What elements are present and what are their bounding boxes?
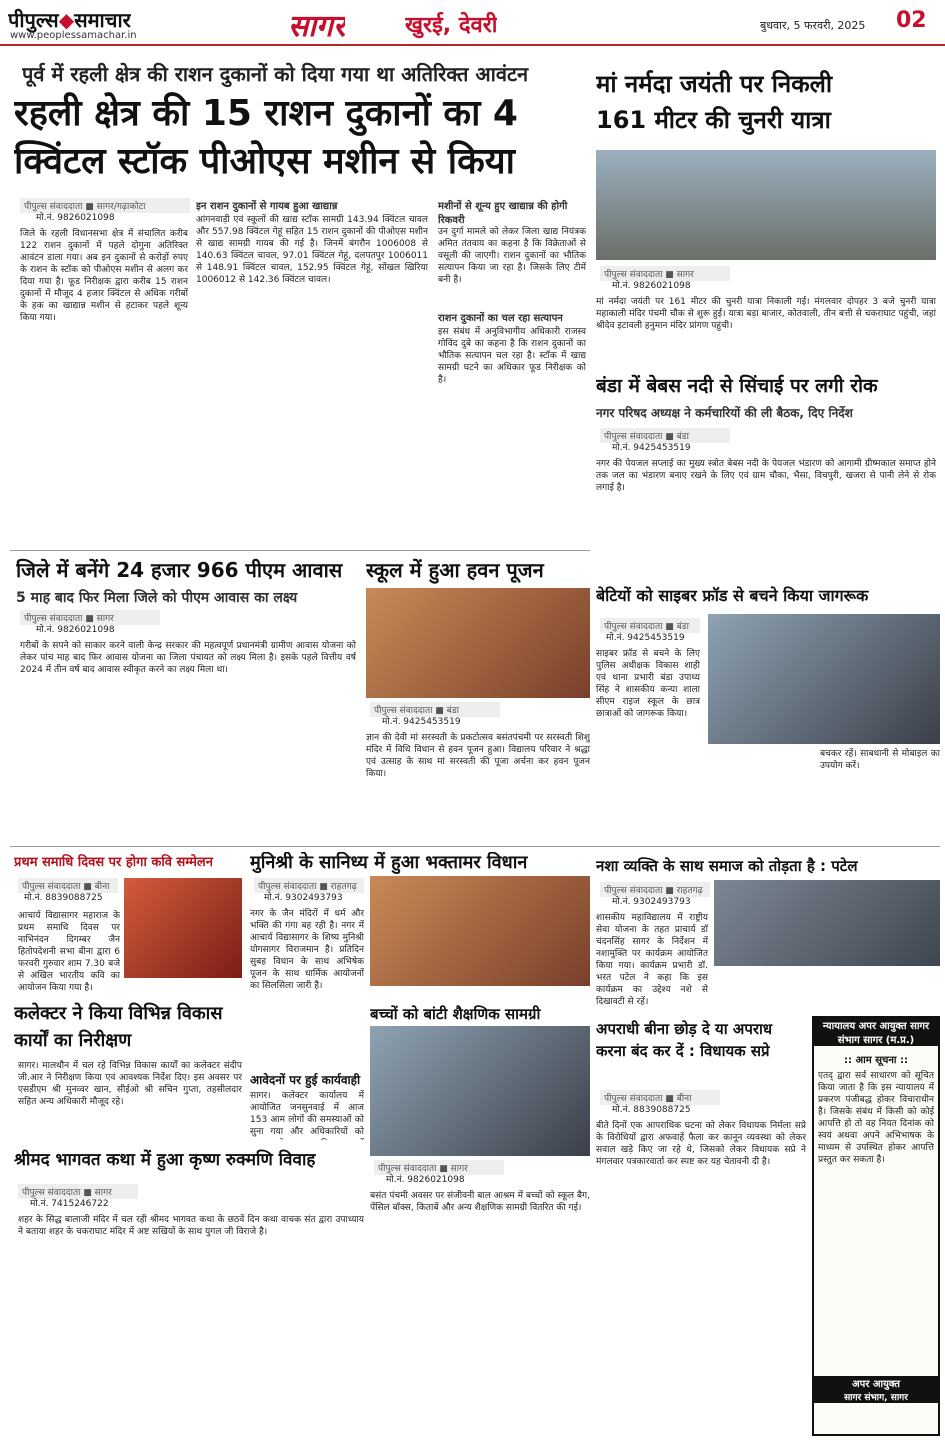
cyber-headline: बेटियों को साइबर फ्रॉड से बचने किया जागरूक <box>596 586 869 605</box>
havan-phone: मो.नं. 9425453519 <box>382 717 461 727</box>
havan-body: ज्ञान की देवी मां सरस्वती के प्रकटोत्सव बसंतपंचमी पर सरस्वती शिशु मंदिर में विधि विधान से हवन पूजन हुआ। विद्यालय परिवार ने श्रद्धा एवं उत्साह के साथ मां सरस्वती की पूजा अर्चना कर हवन पूजन किया। <box>366 733 590 779</box>
court-notice <box>812 1016 940 1436</box>
lead-headline-2: क्विंटल स्टॉक पीओएस मशीन से किया <box>14 141 515 182</box>
narmada-headline-1: मां नर्मदा जयंती पर निकली <box>596 70 833 98</box>
narmada-body: मां नर्मदा जयंती पर 161 मीटर की चुनरी यात्रा निकाली गई। मंगलवार दोपहर 3 बजे चुनरी यात्रा महाकाली मंदिर पंचमी चौक से शुरू हुई। यात्रा बड़ा बाजार, कोतवाली, तीन बत्ती से चकराघाट पहुंची, जहां श्रीदेव इटावली हनुमान मंदिर प्रांगण पहुंची। <box>596 297 936 331</box>
bandh-phone: मो.नं. 9425453519 <box>612 443 691 453</box>
samadhi-byline: पीपुल्स संवाददाता ■ बीना <box>18 878 118 893</box>
bhaktamar-photo <box>370 876 590 986</box>
shiksha-body: बसंत पंचमी अवसर पर संजीवनी बाल आश्रम में बच्चों को स्कूल बैग, पेंसिल बॉक्स, किताबें और अन्य शैक्षणिक सामग्री वितरित की गई। <box>370 1191 590 1213</box>
bhaktamar-byline: पीपुल्स संवाददाता ■ राहतगढ़ <box>254 878 364 893</box>
brand-logo <box>8 6 131 33</box>
apradhi-phone: मो.नं. 8839088725 <box>612 1105 691 1115</box>
bhaktamar-headline: मुनिश्री के सानिध्य में हुआ भक्तामर विधान <box>250 852 528 873</box>
awas-headline: जिले में बनेंगे 24 हजार 966 पीएम आवास <box>16 558 343 582</box>
bhaktamar-phone: मो.नं. 9302493793 <box>264 893 343 903</box>
shiksha-phone: मो.नं. 9826021098 <box>386 1175 465 1185</box>
lead-kicker: पूर्व में रहली क्षेत्र की राशन दुकानों को दिया गया था अतिरिक्त आवंटन <box>22 62 529 86</box>
havan-headline: स्कूल में हुआ हवन पूजन <box>366 558 544 582</box>
awas-subheadline: 5 माह बाद फिर मिला जिले को पीएम आवास का लक्ष्य <box>16 590 298 606</box>
narmada-byline: पीपुल्स संवाददाता ■ सागर <box>600 266 730 281</box>
shiksha-byline: पीपुल्स संवाददाता ■ सागर <box>374 1160 504 1175</box>
havan-byline: पीपुल्स संवाददाता ■ बंडा <box>370 702 500 717</box>
awas-phone: मो.नं. 9826021098 <box>36 625 115 635</box>
bandh-subheadline: नगर परिषद अध्यक्ष ने कर्मचारियों की ली बैठक, दिए निर्देश <box>596 406 853 420</box>
collector-headline: कलेक्टर ने किया विभिन्न विकास कार्यों का निरीक्षण <box>14 1003 223 1051</box>
brand-name-2: समाचार <box>74 8 131 32</box>
bhagwat-headline: श्रीमद भागवत कथा में हुआ कृष्ण रुक्मणि विवाह <box>14 1150 316 1170</box>
avedan-headline: आवेदनों पर हुई कार्यवाही <box>250 1073 361 1087</box>
lead-column-2: आंगनवाड़ी एवं स्कूलों की खाद्य स्टॉक सामग्री 143.94 क्विंटल चावल और 557.98 क्विंटल गेहूं सहित 15 राशन दुकानों की पीओएस मशीन से खाद्य सामग्री गायब की गई है। जिनमें बंगरौन 1006008 से 140.63 क्विंटल चावल, 97.01 क्विंटल गेहूं, दलपतपुर 1006011 से 148.91 क्विंटल चावल, 152.95 क्विंटल गेहूं, सोंखल खिरिया 1006012 से 142.36 क्विंटल चावल। <box>196 215 428 285</box>
dateline: बुधवार, 5 फरवरी, 2025 <box>760 19 866 32</box>
bandh-headline: बंडा में बेबस नदी से सिंचाई पर लगी रोक <box>596 375 878 397</box>
bandh-byline: पीपुल्स संवाददाता ■ बंडा <box>600 428 730 443</box>
notice-title: न्यायालय अपर आयुक्त सागर संभाग सागर (म.प्र.) <box>814 1018 938 1046</box>
collector-body: सागर। मालथौन में चल रहे विभिन्न विकास कार्यों का कलेक्टर संदीप जी.आर ने निरीक्षण किया एवं आवश्यक निर्देश दिए। इस अवसर पर एसडीएम श्री मुनव्वर खान, सीईओ श्री सचिन गुप्ता, तहसीलदार सहित अन्य अधिकारी मौजूद रहे। <box>18 1061 242 1107</box>
lead-column-3: उन दुर्गा मामले को लेकर जिला खाद्य नियंत्रक अमित तंतवाय का कहना है कि विक्रेताओं से वसूली की जाएगी। राशन दुकानों का भौतिक सत्यापन किया जा रहा है। जिसके लिए टीमें बनी है। <box>438 227 586 285</box>
narmada-photo <box>596 150 936 260</box>
nasha-byline: पीपुल्स संवाददाता ■ राहतगढ़ <box>600 882 710 897</box>
shiksha-headline: बच्चों को बांटी शैक्षणिक सामग्री <box>370 1005 541 1023</box>
brand-name: पीपुल्स <box>8 8 59 32</box>
cyber-photo <box>708 614 940 744</box>
bhagwat-byline: पीपुल्स संवाददाता ■ सागर <box>18 1184 138 1199</box>
divider <box>10 846 940 847</box>
shiksha-photo <box>370 1026 590 1156</box>
apradhi-headline: अपराधी बीना छोड़ दे या अपराध करना बंद कर दें : विधायक सप्रे <box>596 1020 773 1060</box>
divider <box>10 550 590 551</box>
samadhi-photo <box>124 878 242 978</box>
site-url[interactable]: www.peoplessamachar.in <box>10 30 137 41</box>
bhagwat-body: शहर के सिद्ध बालाजी मंदिर में चल रही श्रीमद भागवत कथा के छठवें दिन कथा वाचक संत द्वारा उपाध्याय ने बताया शहर के चकराघाट मंदिर में अष्ट सखियों के साथ युगल जी विराजे है। <box>18 1215 364 1237</box>
page-number: 02 <box>896 8 927 33</box>
notice-sign-2: सागर संभाग, सागर <box>814 1390 938 1403</box>
nasha-photo <box>714 880 940 966</box>
samadhi-headline: प्रथम समाधि दिवस पर होगा कवि सम्मेलन <box>14 855 213 870</box>
cyber-body: साइबर फ्रॉड से बचने के लिए पुलिस अधीक्षक विकास शाही एवं थाना प्रभारी बंडा उपाध्य सिंह ने शासकीय कन्या शाला सीएम राइज स्कूल के छात्र छात्राओं को जागरूक किया। <box>596 649 700 719</box>
lead-phone: मो.नं. 9826021098 <box>36 213 115 223</box>
masthead <box>0 0 945 46</box>
cyber-byline: पीपुल्स संवाददाता ■ बंडा <box>600 618 700 633</box>
section-title: सागर <box>288 9 346 44</box>
lead-col3-heading: मशीनों से शून्य हुए खाद्यान्न की होगी रिकवरी <box>438 201 568 226</box>
nasha-headline: नशा व्यक्ति के साथ समाज को तोड़ता है : पटेल <box>596 857 858 875</box>
apradhi-body: बीते दिनों एक आपराधिक घटना को लेकर विधायक निर्मला सप्रे के विरोधियों द्वारा अफवाहें फैला कर कानून व्यवस्था को लेकर सवाल खड़े किए जा रहे थे, जिसको लेकर विधायक सप्रे ने मंगलवार पत्रकारवार्ता कर स्पष्ट कर यह चेतावनी दी है। <box>596 1121 806 1167</box>
bhaktamar-body: नगर के जैन मंदिरों में धर्म और भक्ति की गंगा बह रही है। नगर में आचार्य विद्यासागर के शिष्य मुनिश्री योगसागर विराजमान है। प्रतिदिन सुबह विधान के साथ अभिषेक पूजन के साथ धार्मिक आयोजनों का सिलसिला जारी है। <box>250 909 364 991</box>
notice-heading: :: आम सूचना :: <box>844 1055 908 1066</box>
notice-body: एतद् द्वारा सर्व साधारण को सूचित किया जाता है कि इस न्यायालय में प्रकरण पंजीबद्ध होकर विचाराधीन है। जिसके संबंध में किसी को कोई आपत्ति हो तो वह नियत दिनांक को स्वयं अथवा अपने अभिभाषक के माध्यम से उपस्थित होकर आपत्ति प्रस्तुत कर सकता है। <box>818 1071 934 1165</box>
lead-headline-1: रहली क्षेत्र की 15 राशन दुकानों का 4 <box>14 93 518 134</box>
nasha-body: शासकीय महाविद्यालय में राष्ट्रीय सेवा योजना के तहत प्राचार्य डॉ चंदनसिंह सागर के निर्देशन में नशामुक्ति पर कार्यक्रम आयोजित किया गया। कार्यक्रम प्रभारी डॉ. भरत पटेल ने कहा कि इस कार्यक्रम का उद्देश्य नशे से दिखावटी से रहें। <box>596 913 708 1007</box>
havan-photo <box>366 588 590 698</box>
lead-byline: पीपुल्स संवाददाता ■ सागर/गढ़ाकोटा <box>20 198 190 213</box>
cyber-caption: बचकर रहें। साबधानी से मोबाइल का उपयोग करें। <box>820 749 940 771</box>
avedan-body: सागर। कलेक्टर कार्यालय में आयोजित जनसुनवाई में आज 153 आम लोगों की समस्याओं को सुना गया और अधिकारियों को <box>250 1091 364 1137</box>
cyber-phone: मो.नं. 9425453519 <box>606 633 685 643</box>
narmada-headline-2: 161 मीटर की चुनरी यात्रा <box>596 106 831 134</box>
awas-byline: पीपुल्स संवाददाता ■ सागर <box>20 610 160 625</box>
brand-dot-icon: ◆ <box>58 8 75 32</box>
apradhi-byline: पीपुल्स संवाददाता ■ बीना <box>600 1090 720 1105</box>
narmada-phone: मो.नं. 9826021098 <box>612 281 691 291</box>
lead-column-3b: इस संबंध में अनुविभागीय अधिकारी राजस्व गोविंद दुबे का कहना है कि राशन दुकानों का भौतिक सत्यापन चल रहा है। स्टॉक में खाद्य सामग्री घटने का अधिकार फूड निरीक्षक को है। <box>438 327 586 385</box>
samadhi-phone: मो.नं. 8839088725 <box>24 893 103 903</box>
bhagwat-phone: मो.नं. 7415246722 <box>30 1199 109 1209</box>
lead-col3b-heading: राशन दुकानों का चल रहा सत्यापन <box>438 313 563 324</box>
samadhi-body: आचार्य विद्यासागर महाराज के प्रथम समाधि दिवस पर नाभिनंदन दिगम्बर जैन हितोपदेशनी सभा बीना द्वारा 6 फरवरी गुरुवार शाम 7.30 बजे से अखिल भारतीय कवि का आयोजन किया गया है। <box>18 911 120 993</box>
lead-column-1: जिले के रहली विधानसभा क्षेत्र में संचालित करीब 122 राशन दुकानों में पहले दोगुना अतिरिक्त आवंटन डाला गया। अब इन दुकानों से करोड़ों रुपए के राशन के स्टॉक को पीओएस मशीन से अलग कर दिया गया है। फूड निरीक्षक द्वारा करीब 15 राशन दुकानों में मौजूद 4 हजार क्विंटल से अधिक गरीबों के हक का खाद्यान्न मशीन से हटाकर पहले शून्य किया गया। <box>20 229 188 323</box>
awas-body: गरीबों के सपने को साकार करने वाली केन्द्र सरकार की महत्वपूर्ण प्रधानमंत्री ग्रामीण आवास योजना को लेकर पांच माह बाद फिर आवास योजना का जिला पंचायत को लक्ष्य मिला है। इसके पहले वित्तीय वर्ष 2024 में तीन वर्ष बाद आवास स्वीकृत करने का लक्ष्य मिला था। <box>20 641 356 675</box>
lead-col2-heading: इन राशन दुकानों से गायब हुआ खाद्यान्न <box>196 201 338 212</box>
subsection-title: खुरई, देवरी <box>405 13 498 38</box>
nasha-phone: मो.नं. 9302493793 <box>612 897 691 907</box>
bandh-body: नगर की पेयजल सप्लाई का मुख्य स्त्रोत बेबस नदी के पेयजल भंडारण को आगामी ग्रीष्मकाल समाप्त होने तक जल का भंडारण बनाए रखने के लिए एवं ग्राम चौका, भैसा, विचपुरी, खजरा से पानी लेने से रोक लगाई है। <box>596 459 936 493</box>
notice-sign-1: अपर आयुक्त <box>814 1376 938 1390</box>
